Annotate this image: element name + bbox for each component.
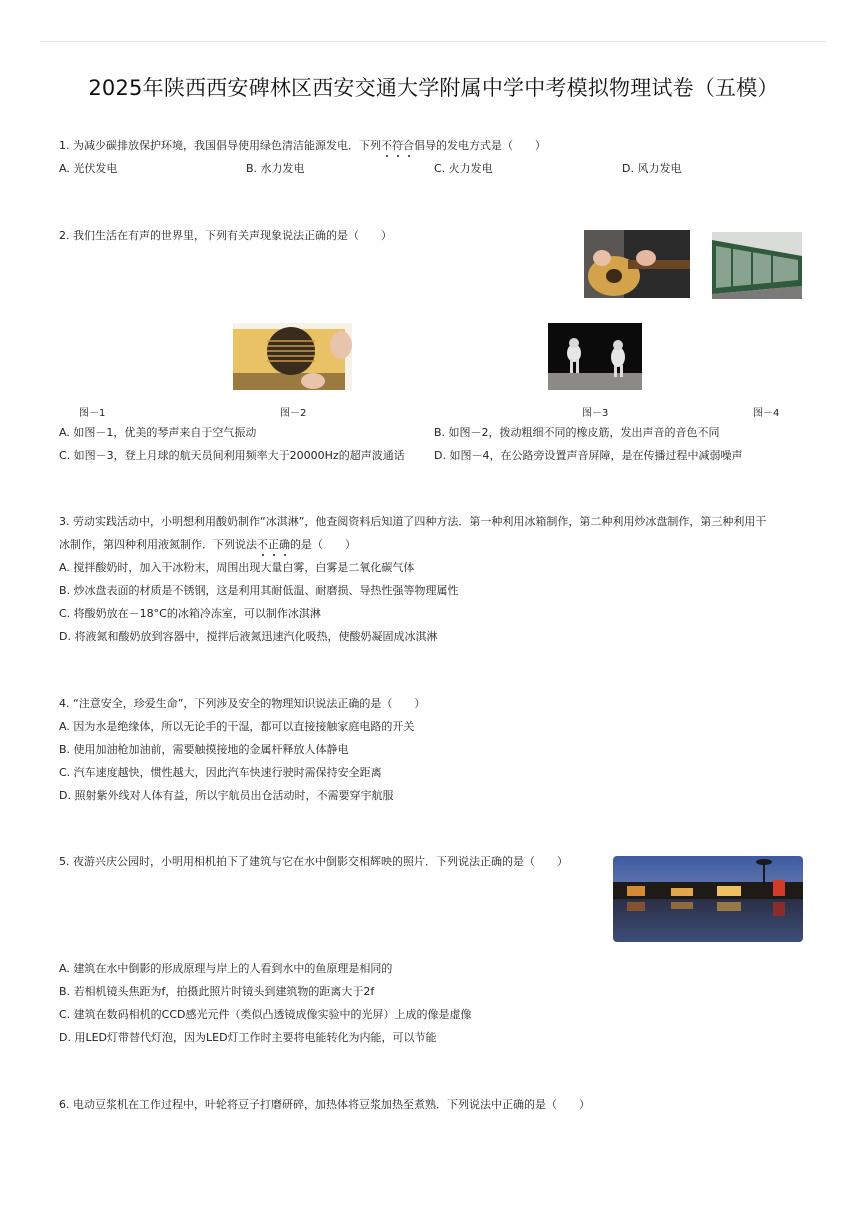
question-3-option-a[interactable]: A. 搅拌酸奶时，加入干冰粉末，周围出现大量白雾，白雾是二氧化碳气体 <box>59 561 415 574</box>
header-rule <box>40 41 827 42</box>
question-4-option-b[interactable]: B. 使用加油枪加油前，需要触摸接地的金属杆释放人体静电 <box>59 743 349 756</box>
question-3-stem-line-2 <box>59 538 356 552</box>
question-1-stem-part-b: 倡导的发电方式是（ ） <box>414 139 546 152</box>
question-5-option-c[interactable]: C. 建筑在数码相机的CCD感光元件（类似凸透镜成像实验中的光屏）上成的像是虚像 <box>59 1008 472 1021</box>
figure-rubber-band-box-image <box>233 323 352 390</box>
question-2-option-b[interactable]: B. 如图－2，拨动粗细不同的橡皮筋，发出声音的音色不同 <box>434 426 720 439</box>
question-2-stem: 2. 我们生活在有声的世界里，下列有关声现象说法正确的是（ ） <box>59 229 392 242</box>
question-1-option-d[interactable]: D. 风力发电 <box>622 162 682 175</box>
question-3-option-d[interactable]: D. 将液氮和酸奶放到容器中，搅拌后液氮迅速汽化吸热，使酸奶凝固成冰淇淋 <box>59 630 438 643</box>
question-2-option-a[interactable]: A. 如图－1，优美的琴声来自于空气振动 <box>59 426 257 439</box>
figure-3-label: 图－3 <box>582 408 609 419</box>
question-5-option-d[interactable]: D. 用LED灯带替代灯泡，因为LED灯工作时主要将电能转化为内能，可以节能 <box>59 1031 437 1044</box>
figure-sound-barrier-image <box>712 232 802 299</box>
figure-night-park-reflection-image <box>613 856 803 942</box>
question-4-stem: 4. “注意安全，珍爱生命”，下列涉及安全的物理知识说法正确的是（ ） <box>59 697 426 710</box>
question-1-option-c[interactable]: C. 火力发电 <box>434 162 493 175</box>
question-4-option-a[interactable]: A. 因为水是绝缘体，所以无论手的干湿，都可以直接接触家庭电路的开关 <box>59 720 415 733</box>
question-6-stem: 6. 电动豆浆机在工作过程中，叶轮将豆子打磨研碎，加热体将豆浆加热至煮熟．下列说法中正确的是（ ） <box>59 1098 590 1111</box>
question-5-option-a[interactable]: A. 建筑在水中倒影的形成原理与岸上的人看到水中的鱼原理是相同的 <box>59 962 393 975</box>
question-1-emphasis: 不符合 <box>381 139 414 152</box>
question-1-option-a[interactable]: A. 光伏发电 <box>59 162 118 175</box>
question-3-stem-line-1: 3. 劳动实践活动中，小明想利用酸奶制作“冰淇淋”，他查阅资料后知道了四种方法．第一种利用冰箱制作，第二种利用炒冰盘制作，第三种利用干 <box>59 515 767 528</box>
question-3-emphasis: 不正确 <box>257 538 290 551</box>
question-2-option-c[interactable]: C. 如图－3，登上月球的航天员间利用频率大于20000Hz的超声波通话 <box>59 449 405 462</box>
question-5-option-b[interactable]: B. 若相机镜头焦距为f，拍摄此照片时镜头到建筑物的距离大于2f <box>59 985 375 998</box>
question-3-stem-part-a: 冰制作，第四种利用液氮制作．下列说法 <box>59 538 257 551</box>
question-3-option-b[interactable]: B. 炒冰盘表面的材质是不锈钢，这是利用其耐低温、耐磨损、导热性强等物理属性 <box>59 584 459 597</box>
question-3-stem-part-b: 的是（ ） <box>290 538 356 551</box>
question-2-option-d[interactable]: D. 如图－4，在公路旁设置声音屏障，是在传播过程中减弱噪声 <box>434 449 743 462</box>
question-1-stem-part-a: 1. 为减少碳排放保护环境，我国倡导使用绿色清洁能源发电．下列 <box>59 139 381 152</box>
question-1-stem <box>59 139 546 153</box>
question-1-option-b[interactable]: B. 水力发电 <box>246 162 305 175</box>
figure-4-label: 图－4 <box>753 408 780 419</box>
figure-guitar-image <box>584 230 690 298</box>
figure-1-label: 图－1 <box>79 408 106 419</box>
figure-astronauts-image <box>548 323 642 390</box>
question-5-stem: 5. 夜游兴庆公园时，小明用相机拍下了建筑与它在水中倒影交相辉映的照片．下列说法正确的是（ ） <box>59 855 568 868</box>
question-4-option-d[interactable]: D. 照射紫外线对人体有益，所以宇航员出仓活动时，不需要穿宇航服 <box>59 789 394 802</box>
page-title: 2025年陕西西安碑林区西安交通大学附属中学中考模拟物理试卷（五模） <box>88 76 779 100</box>
question-3-option-c[interactable]: C. 将酸奶放在－18°C的冰箱冷冻室，可以制作冰淇淋 <box>59 607 321 620</box>
figure-2-label: 图－2 <box>280 408 307 419</box>
question-4-option-c[interactable]: C. 汽车速度越快，惯性越大，因此汽车快速行驶时需保持安全距离 <box>59 766 382 779</box>
